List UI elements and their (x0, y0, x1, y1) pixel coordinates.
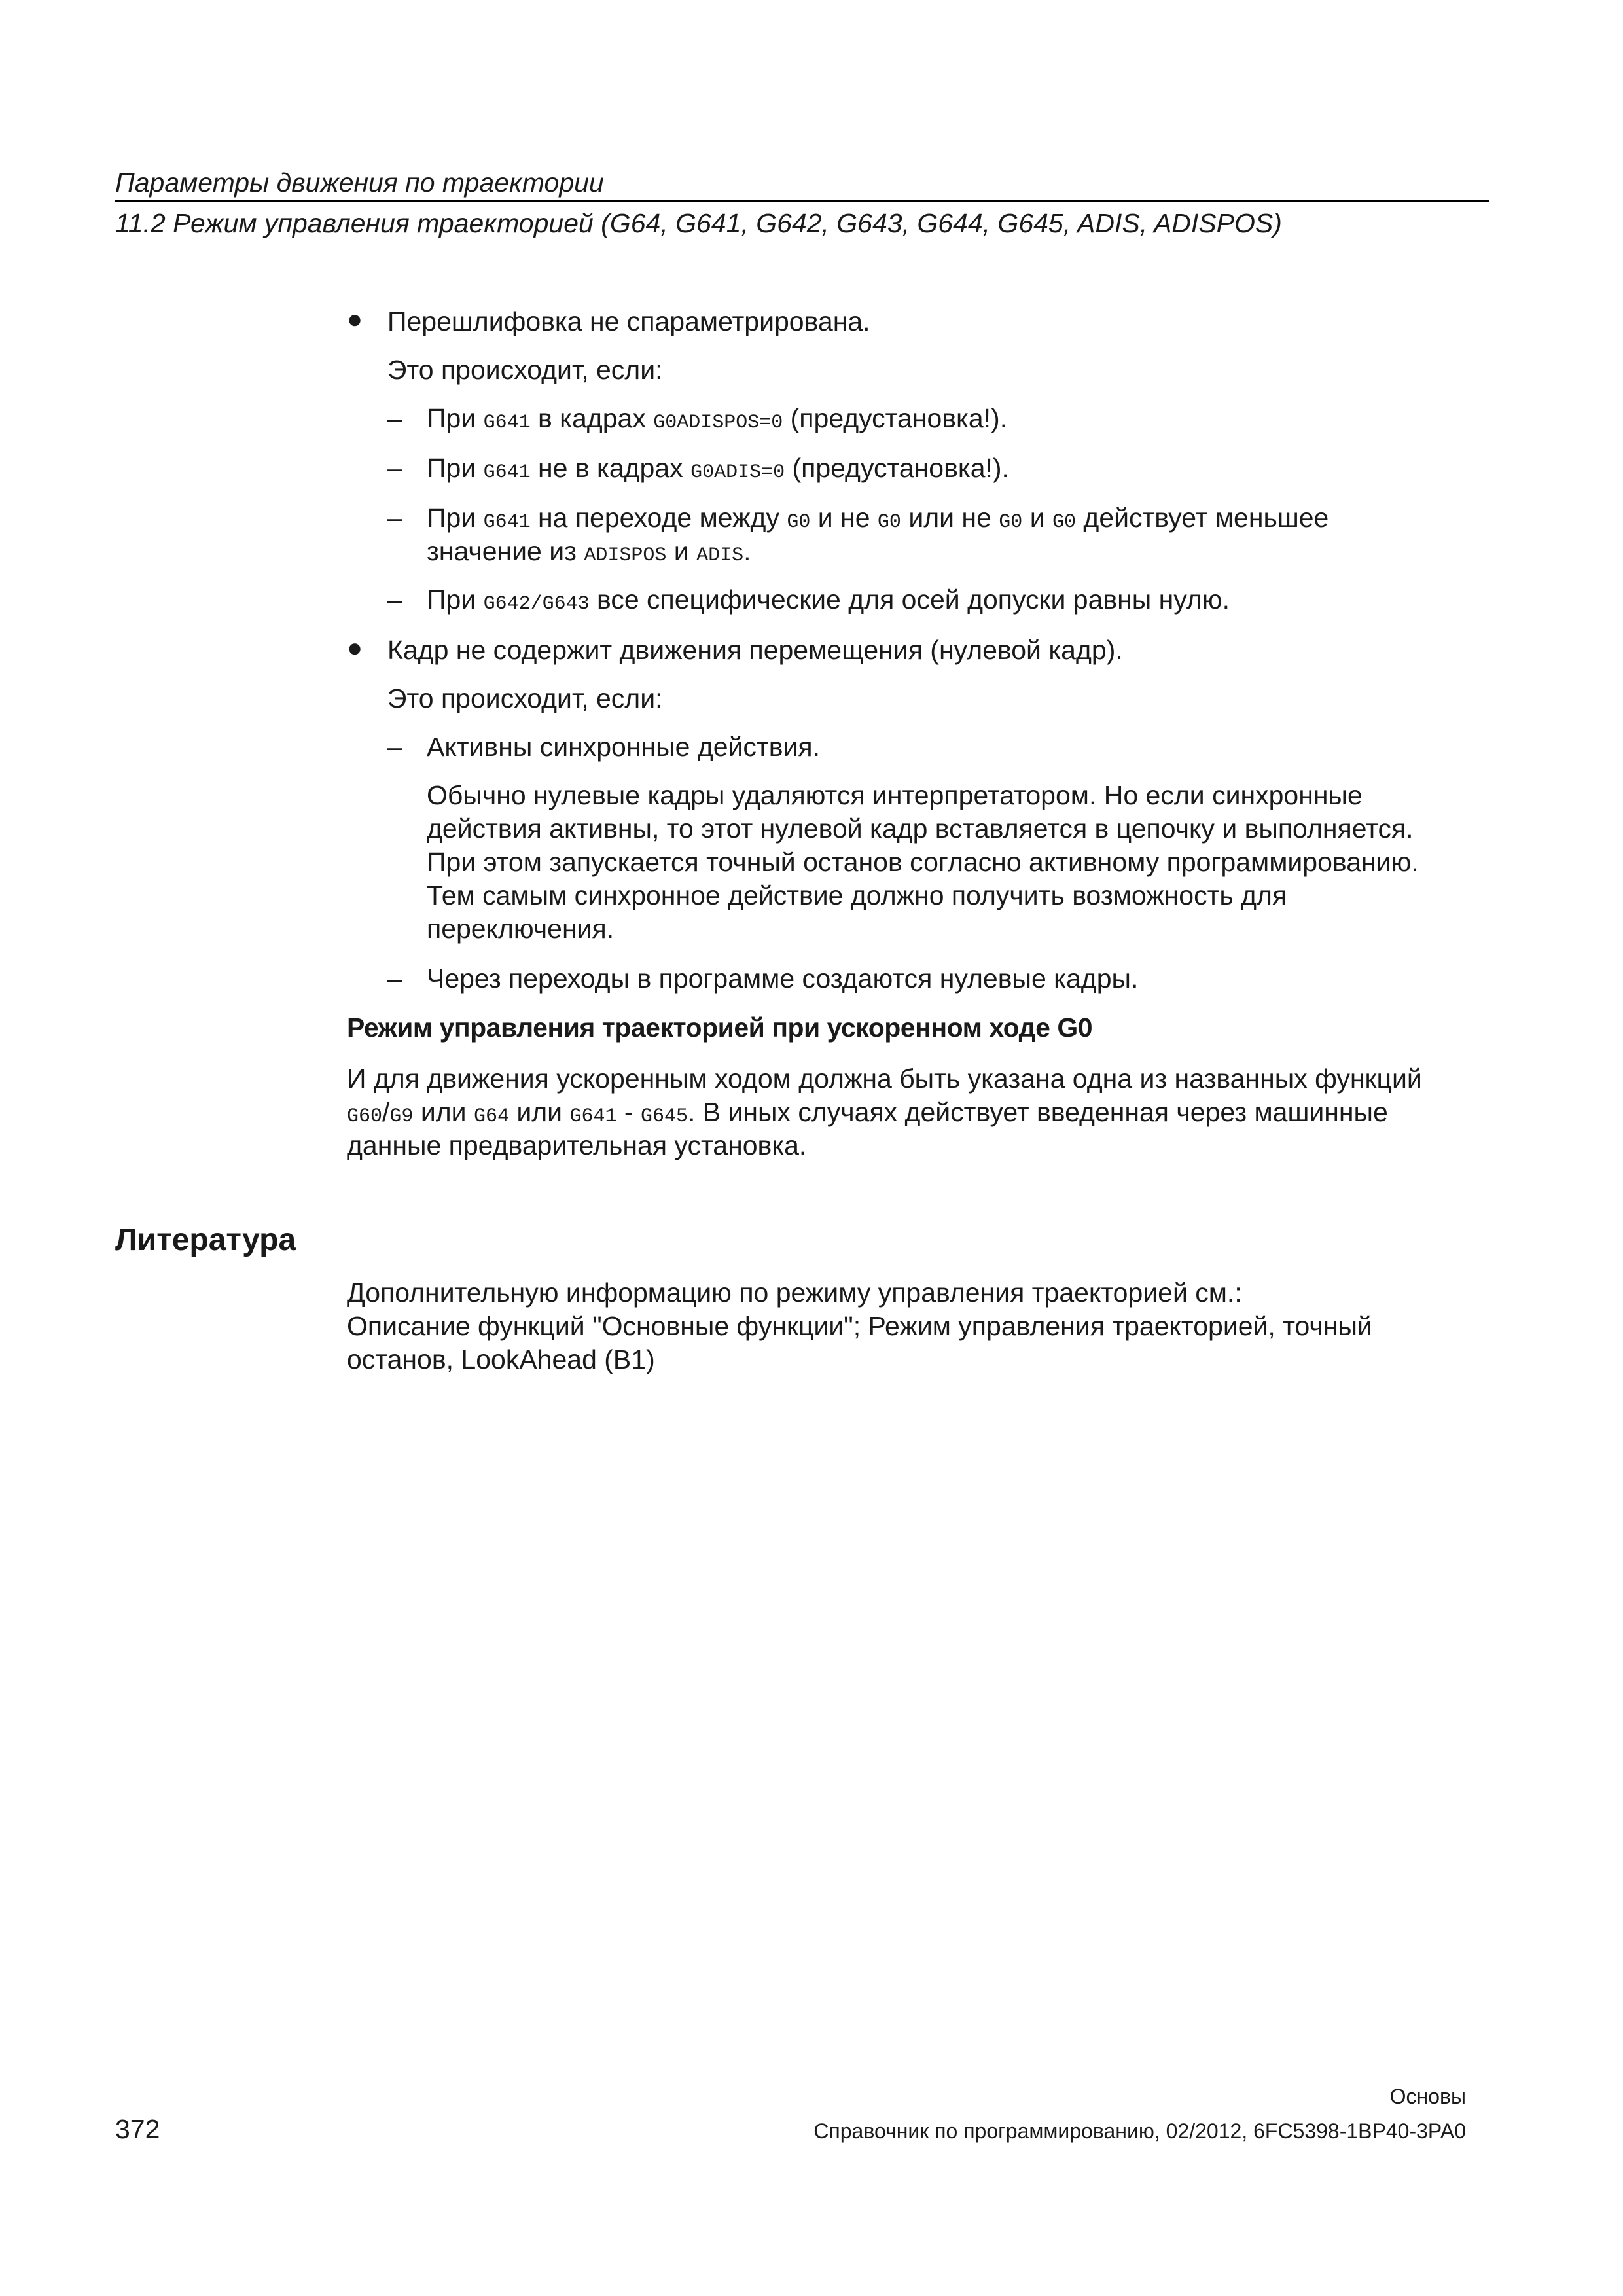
dash-marker: – (387, 403, 402, 433)
text-run: При (427, 503, 484, 533)
code-run: G0ADIS=0 (690, 461, 785, 484)
paragraph-line: переключения. (427, 914, 615, 944)
code-run: G641 (483, 511, 531, 533)
dash-item (427, 402, 1007, 440)
dash-item (427, 583, 1230, 621)
bullet-intro: Это происходит, если: (387, 683, 663, 713)
text-run: и (666, 536, 697, 566)
bullet-text: Кадр не содержит движения перемещения (нулевой кадр). (387, 635, 1123, 665)
code-run: G60 (347, 1105, 383, 1128)
dash-marker: – (387, 453, 402, 483)
text-run: / (382, 1097, 390, 1127)
text-run: или (508, 1097, 570, 1127)
text-run: в кадрах (530, 403, 654, 433)
paragraph-line: При этом запускается точный останов согласно активному программированию. (427, 847, 1419, 877)
code-run: G0 (999, 511, 1023, 533)
dash-marker: – (387, 503, 402, 533)
code-run: G642/G643 (483, 593, 590, 615)
bullet-text: Перешлифовка не спараметрирована. (387, 306, 870, 336)
paragraph-line: Обычно нулевые кадры удаляются интерпретатором. Но если синхронные (427, 780, 1363, 810)
text-run: (предустановка!). (783, 403, 1008, 433)
running-header-section: 11.2 Режим управления траекторией (G64, G641, G642, G643, G644, G645, ADIS, ADISPOS) (115, 208, 1282, 238)
text-run: При (427, 453, 484, 483)
text-run: При (427, 403, 484, 433)
code-run: ADISPOS (584, 545, 667, 567)
bullet-marker: ● (347, 305, 363, 334)
text-run: значение из (427, 536, 584, 566)
paragraph-line: Описание функций "Основные функции"; Режим управления траекторией, точный (347, 1311, 1372, 1341)
dash-item (427, 452, 1009, 490)
header-rule (115, 200, 1489, 202)
running-header-chapter: Параметры движения по траектории (115, 168, 604, 198)
paragraph-line (347, 1096, 1388, 1134)
text-run: . (743, 536, 751, 566)
paragraph-line: действия активны, то этот нулевой кадр вставляется в цепочку и выполняется. (427, 814, 1414, 844)
dash-item-paragraph (427, 779, 1500, 946)
code-run: G641 (483, 461, 531, 484)
text-run: . В иных случаях действует введенная через машинные (687, 1097, 1388, 1127)
page-number: 372 (115, 2114, 160, 2144)
paragraph-line: данные предварительная установка. (347, 1130, 807, 1160)
bullet-marker: ● (347, 634, 363, 662)
dash-item: Активны синхронные действия. (427, 732, 820, 762)
code-run: G9 (389, 1105, 414, 1128)
footer-subtitle: Справочник по программированию, 02/2012, 6FC5398-1BP40-3PA0 (813, 2119, 1466, 2143)
dash-marker: – (387, 963, 402, 994)
text-run: не в кадрах (530, 453, 691, 483)
subheading: Режим управления траекторией при ускоренном ходе G0 (347, 1013, 1093, 1043)
text-run: и (1022, 503, 1052, 533)
dash-item (427, 501, 1329, 539)
paragraph-line: Тем самым синхронное действие должно получить возможность для (427, 880, 1287, 910)
dash-marker: – (387, 584, 402, 615)
text-run: - (616, 1097, 641, 1127)
text-run: или не (901, 503, 999, 533)
dash-item: Через переходы в программе создаются нулевые кадры. (427, 963, 1139, 994)
text-run: и не (810, 503, 878, 533)
text-run: все специфические для осей допуски равны нулю. (589, 584, 1230, 615)
code-run: G641 (483, 412, 531, 434)
section-heading-literature: Литература (115, 1223, 296, 1257)
code-run: G64 (473, 1105, 509, 1128)
code-run: G0ADISPOS=0 (653, 412, 783, 434)
code-run: G0 (1052, 511, 1076, 533)
bullet-intro: Это происходит, если: (387, 355, 663, 385)
paragraph-line: останов, LookAhead (B1) (347, 1344, 655, 1374)
paragraph-line: Дополнительную информацию по режиму управления траекторией см.: (347, 1278, 1242, 1308)
dash-item-continuation (427, 535, 751, 573)
code-run: G0 (787, 511, 811, 533)
dash-marker: – (387, 732, 402, 762)
text-run: (предустановка!). (785, 453, 1009, 483)
footer-title: Основы (1389, 2085, 1466, 2108)
code-run: G641 (569, 1105, 617, 1128)
code-run: ADIS (696, 545, 744, 567)
paragraph-line: И для движения ускоренным ходом должна быть указана одна из названных функций (347, 1064, 1422, 1094)
text-run: или (413, 1097, 474, 1127)
code-run: G645 (640, 1105, 688, 1128)
text-run: При (427, 584, 484, 615)
code-run: G0 (877, 511, 901, 533)
text-run: на переходе между (530, 503, 787, 533)
text-run: действует меньшее (1076, 503, 1329, 533)
